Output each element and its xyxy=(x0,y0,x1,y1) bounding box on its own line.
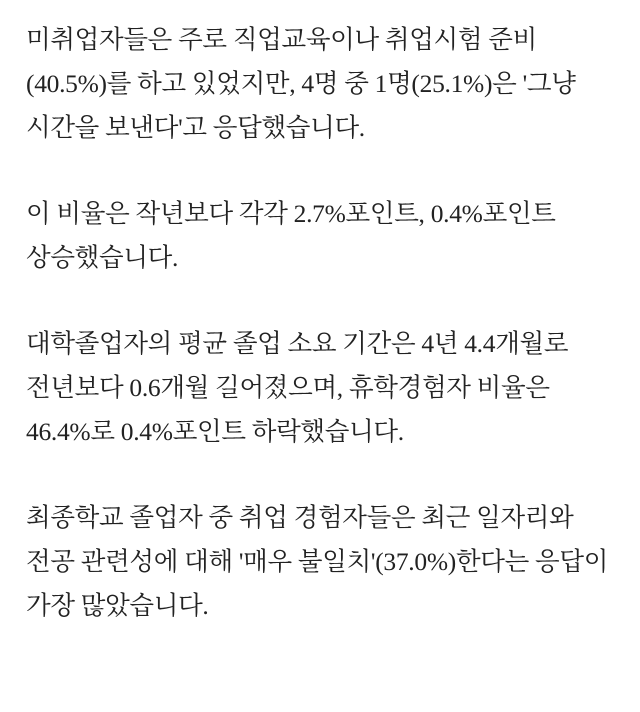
paragraph-4: 최종학교 졸업자 중 취업 경험자들은 최근 일자리와 전공 관련성에 대해 '매우 불일치'(37.0%)한다는 응답이 가장 많았습니다. xyxy=(26,503,609,620)
paragraph-3: 대학졸업자의 평균 졸업 소요 기간은 4년 4.4개월로 전년보다 0.6개월 길어졌으며, 휴학경험자 비율은 46.4%로 0.4%포인트 하락했습니다. xyxy=(26,329,569,446)
paragraph-2: 이 비율은 작년보다 각각 2.7%포인트, 0.4%포인트 상승했습니다. xyxy=(26,199,556,272)
paragraph-1: 미취업자들은 주로 직업교육이나 취업시험 준비(40.5%)를 하고 있었지만, 4명 중 1명(25.1%)은 '그냥 시간을 보낸다'고 응답했습니다. xyxy=(26,25,576,142)
